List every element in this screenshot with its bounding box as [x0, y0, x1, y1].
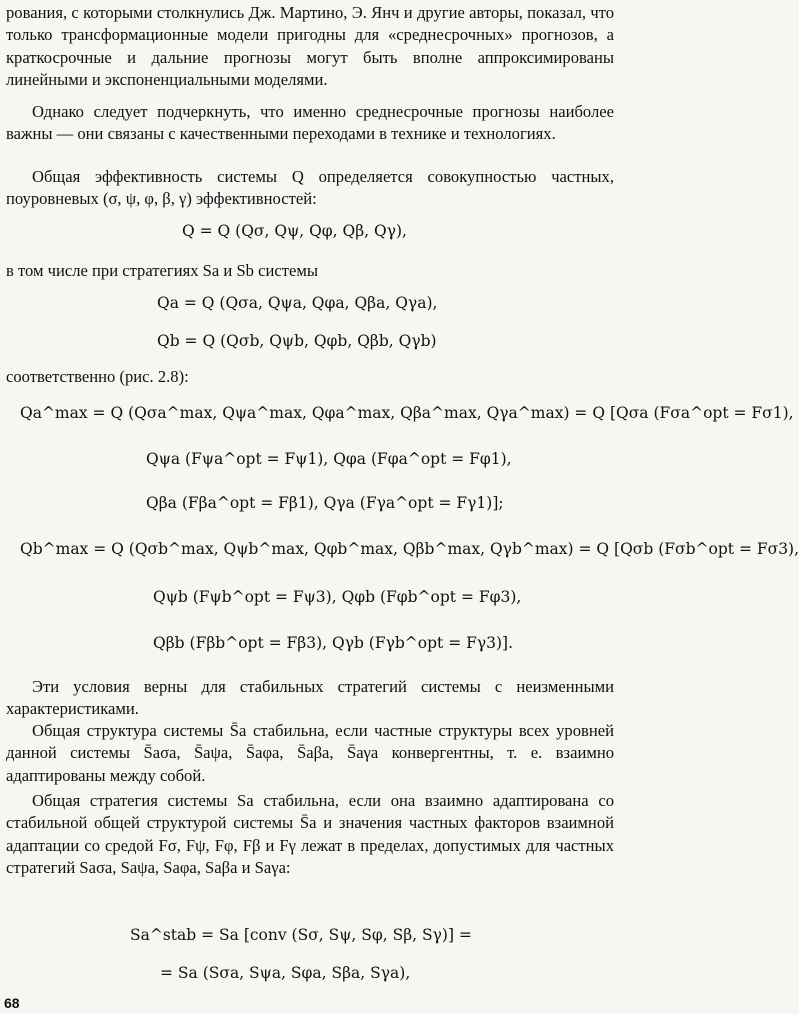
equation-qb-max-line-3: Qβb (Fβb^opt = Fβ3), Qγb (Fγb^opt = Fγ3)]. [153, 634, 514, 652]
equation-sa-stab-line-2: = Sa (Sσa, Sψa, Sφa, Sβa, Sγa), [160, 964, 411, 982]
paragraph-6: Эти условия верны для стабильных стратегий системы с неизменными характеристиками. [6, 677, 614, 719]
equation-q: Q = Q (Qσ, Qψ, Qφ, Qβ, Qγ), [182, 222, 407, 240]
paragraph-2: Однако следует подчеркнуть, что именно среднесрочные прогнозы наиболее важны — они связаны с качественными переходами в технике и технологиях. [6, 102, 614, 144]
paragraph-1: рования, с которыми столкнулись Дж. Мартино, Э. Янч и другие авторы, показал, что только трансформационные модели пригодны для «среднесрочных» прогнозов, а краткосрочные и дальние прогнозы могут быть вполне аппроксимированы линейными и экспоненциальными моделями. [6, 3, 614, 89]
equation-qb-max-line-2: Qψb (Fψb^opt = Fψ3), Qφb (Fφb^opt = Fφ3), [153, 588, 522, 606]
paragraph-4: в том числе при стратегиях Sa и Sb системы [6, 261, 318, 280]
equation-qb: Qb = Q (Qσb, Qψb, Qφb, Qβb, Qγb) [157, 332, 437, 350]
paragraph-8: Общая стратегия системы Sa стабильна, если она взаимно адаптирована со стабильной общей структурой системы S̄a и значения частных факторов взаимной адаптации со средой Fσ, Fψ, Fφ, Fβ и Fγ лежат в пределах, допустимых для частных стратегий Saσa, Saψa, Saφa, Saβa и Saγa: [6, 791, 614, 877]
paragraph-3: Общая эффективность системы Q определяется совокупностью частных, поуровневых (σ, ψ, φ, β, γ) эффективностей: [6, 167, 614, 209]
equation-qb-max-line-1: Qb^max = Q (Qσb^max, Qψb^max, Qφb^max, Qβb^max, Qγb^max) = Q [Qσb (Fσb^opt = Fσ3), [20, 540, 799, 558]
equation-qa-max-line-2: Qψa (Fψa^opt = Fψ1), Qφa (Fφa^opt = Fφ1), [146, 450, 512, 468]
paragraph-5: соответственно (рис. 2.8): [6, 367, 189, 386]
equation-qa-max-line-3: Qβa (Fβa^opt = Fβ1), Qγa (Fγa^opt = Fγ1)]; [146, 494, 504, 512]
page-number: 68 [4, 995, 20, 1011]
equation-sa-stab-line-1: Sa^stab = Sa [conv (Sσ, Sψ, Sφ, Sβ, Sγ)] = [130, 926, 472, 944]
equation-qa: Qa = Q (Qσa, Qψa, Qφa, Qβa, Qγa), [157, 294, 438, 312]
equation-qa-max-line-1: Qa^max = Q (Qσa^max, Qψa^max, Qφa^max, Qβa^max, Qγa^max) = Q [Qσa (Fσa^opt = Fσ1), [20, 404, 794, 422]
paragraph-7: Общая структура системы S̄a стабильна, если частные структуры всех уровней данной системы S̄aσa, S̄aψa, S̄aφa, S̄aβa, S̄aγa конвергентны, т. е. взаимно адаптированы между собой. [6, 721, 614, 785]
